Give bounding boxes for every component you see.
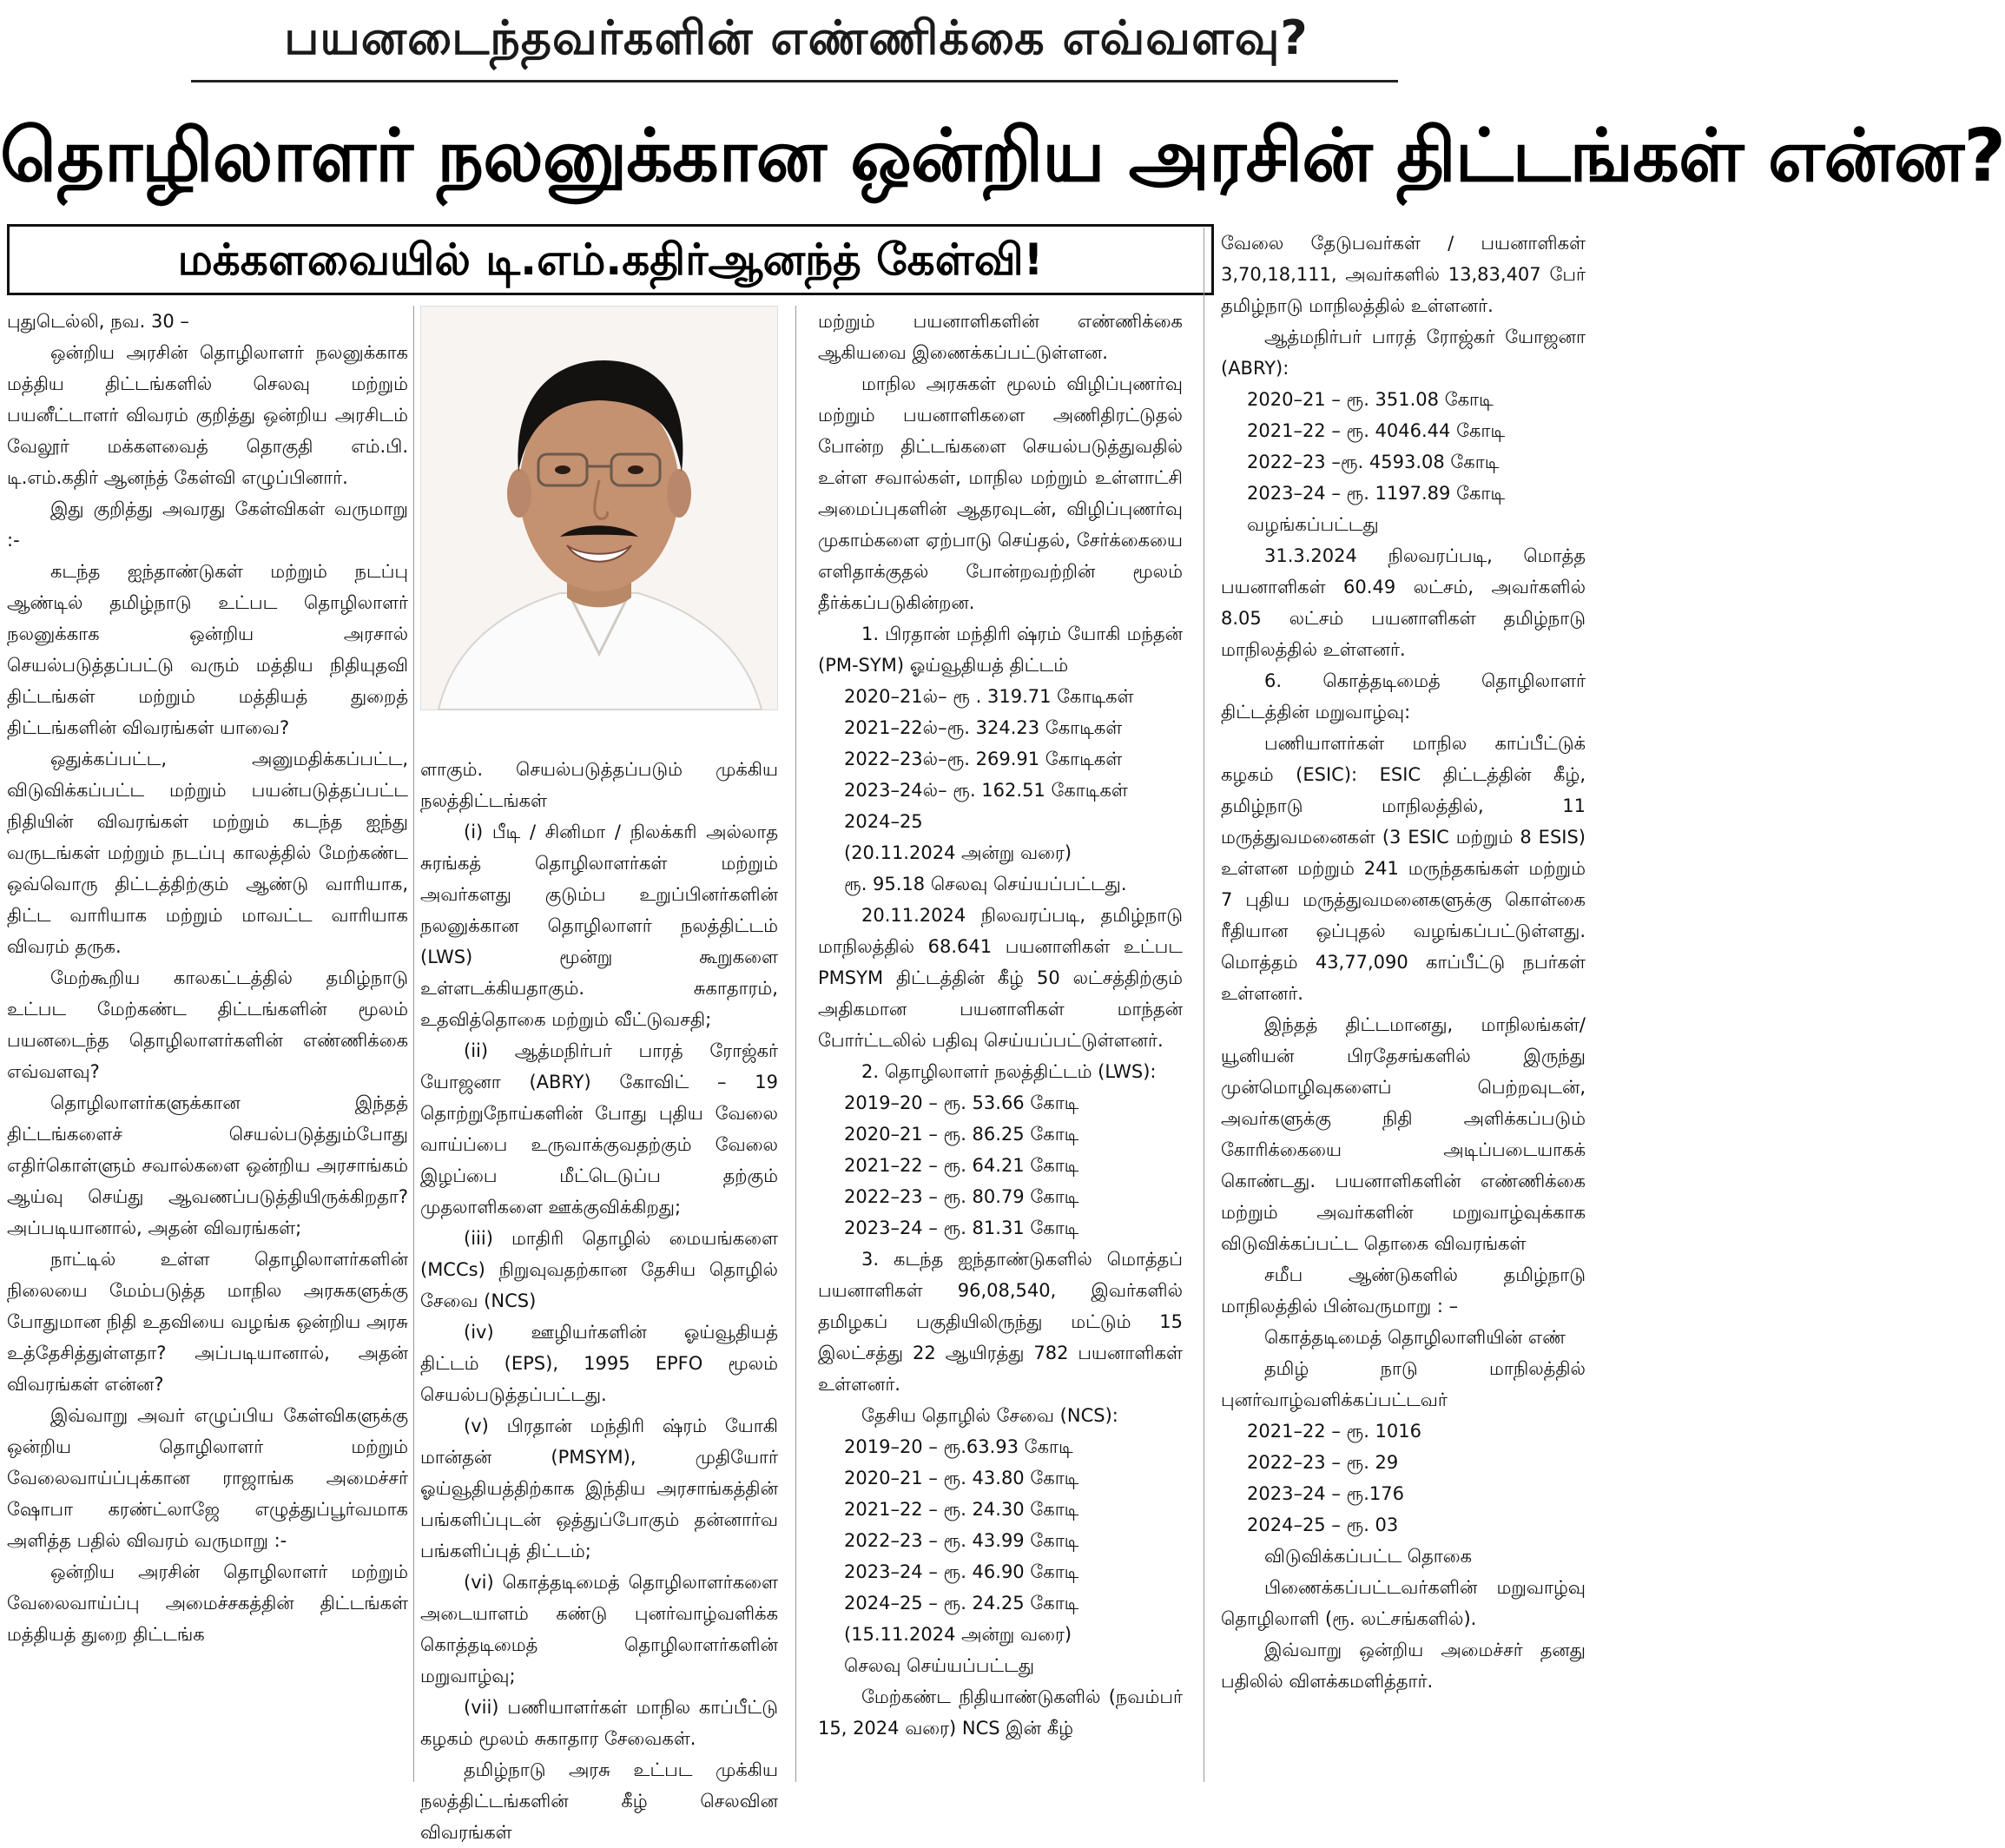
article-column-2 (420, 754, 778, 1848)
article-paragraph: 2021–22 – ரூ. 24.30 கோடி (844, 1499, 1079, 1520)
article-paragraph: 2024–25 – ரூ. 03 (1247, 1515, 1399, 1535)
article-paragraph: இவ்வாறு ஒன்றிய அமைச்சர் தனது பதிலில் விளக்கமளித்தார். (1221, 1640, 1586, 1692)
article-paragraph: கடந்த ஐந்தாண்டுகள் மற்றும் நடப்பு ஆண்டில் தமிழ்நாடு உட்பட தொழிலாளர் நலனுக்காக ஒன்றிய அரசால் செயல்படுத்தப்பட்டு வரும் மத்திய நிதியுதவி திட்டங்கள் மற்றும் மத்தியத் துறைத் திட்டங்களின் விவரங்கள் யாவை? (7, 561, 408, 738)
article-column-4 (1221, 228, 1586, 1697)
portrait-illustration (421, 307, 777, 710)
article-paragraph: மேற்கண்ட நிதியாண்டுகளில் (நவம்பர் 15, 2024 வரை) NCS இன் கீழ் (818, 1686, 1183, 1739)
headline-divider (191, 80, 1398, 82)
article-paragraph: புதுடெல்லி, நவ. 30 – (7, 311, 189, 332)
article-paragraph: 1. பிரதான் மந்திரி ஷ்ரம் யோகி மந்தன் (PM-SYM) ஓய்வூதியத் திட்டம் (818, 624, 1183, 676)
article-paragraph: இவ்வாறு அவர் எழுப்பிய கேள்விகளுக்கு ஒன்றிய தொழிலாளர் மற்றும் வேலைவாய்ப்புக்கான ராஜாங்க அமைச்சர் ஷோபா கரண்ட்லாஜே எழுத்துப்பூர்வமாக அளித்த பதில் விவரம் வருமாறு :- (7, 1405, 408, 1551)
article-paragraph: (iii) மாதிரி தொழில் மையங்களை (MCCs) நிறுவுவதற்கான தேசிய தொழில் சேவை (NCS) (420, 1228, 778, 1311)
article-paragraph: (15.11.2024 அன்று வரை) (844, 1624, 1072, 1645)
article-paragraph: 2021–22ல்–ரூ. 324.23 கோடிகள் (844, 717, 1123, 738)
article-paragraph: செலவு செய்யப்பட்டது (844, 1655, 1035, 1676)
article-paragraph: தேசிய தொழில் சேவை (NCS): (861, 1405, 1118, 1426)
article-paragraph: வழங்கப்பட்டது (1247, 514, 1379, 535)
article-paragraph: சமீப ஆண்டுகளில் தமிழ்நாடு மாநிலத்தில் பின்வருமாறு : – (1221, 1264, 1586, 1317)
article-paragraph: 2020–21 – ரூ. 351.08 கோடி (1247, 389, 1494, 410)
article-paragraph: (v) பிரதான் மந்திரி ஷ்ரம் யோகி மான்தன் (PMSYM), முதியோர் ஓய்வூதியத்திற்காக இந்திய அரசாங்கத்தின் பங்களிப்புடன் ஒத்துப்போகும் தன்னார்வ பங்களிப்புத் திட்டம்; (420, 1416, 778, 1561)
article-paragraph: 3. கடந்த ஐந்தாண்டுகளில் மொத்தப் பயனாளிகள் 96,08,540, இவர்களில் தமிழகப் பகுதியிலிருந்து மட்டும் 15 இலட்சத்து 22 ஆயிரத்து 782 பயனாளிகள் உள்ளனர். (818, 1249, 1183, 1395)
article-paragraph: பணியாளர்கள் மாநில காப்பீட்டுக் கழகம் (ESIC): ESIC திட்டத்தின் கீழ், தமிழ்நாடு மாநிலத்தில், 11 மருத்துவமனைகள் (3 ESIC மற்றும் 8 ESIS) உள்ளன மற்றும் 241 மருந்தகங்கள் மற்றும் 7 புதிய மருத்துவமனைகளுக்கு கொள்கை ரீதியான ஒப்புதல் வழங்கப்பட்டுள்ளது. மொத்தம் 43,77,090 காப்பீட்டு நபர்கள் உள்ளனர். (1221, 733, 1586, 1004)
article-paragraph: (iv) ஊழியர்களின் ஓய்வூதியத் திட்டம் (EPS), 1995 EPFO மூலம் செயல்படுத்தப்பட்டது. (420, 1322, 778, 1405)
article-paragraph: மாநில அரசுகள் மூலம் விழிப்புணர்வு மற்றும் பயனாளிகளை அணிதிரட்டுதல் போன்ற திட்டங்களை செயல்படுத்துவதில் உள்ள சவால்கள், மாநில மற்றும் உள்ளாட்சி அமைப்புகளின் ஆதரவுடன், விழிப்புணர்வு முகாம்களை ஏற்பாடு செய்தல், சேர்க்கையை எளிதாக்குதல் போன்றவற்றின் மூலம் தீர்க்கப்படுகின்றன. (818, 373, 1183, 613)
kicker-headline: பயனடைந்தவர்களின் எண்ணிக்கை எவ்வளவு? (284, 10, 1309, 65)
article-paragraph: ஒன்றிய அரசின் தொழிலாளர் நலனுக்காக மத்திய திட்டங்களில் செலவு மற்றும் பயனீட்டாளர் விவரம் குறித்து ஒன்றிய அரசிடம் வேலூர் மக்களவைத் தொகுதி எம்.பி. டி.எம்.கதிர் ஆனந்த் கேள்வி எழுப்பினார். (7, 342, 408, 488)
article-paragraph: 2022–23 –ரூ. 4593.08 கோடி (1247, 452, 1500, 472)
article-paragraph: 2023–24ல்– ரூ. 162.51 கோடிகள் (844, 780, 1128, 801)
article-paragraph: 2. தொழிலாளர் நலத்திட்டம் (LWS): (861, 1061, 1157, 1082)
article-paragraph: (ii) ஆத்மநிர்பர் பாரத் ரோஜ்கர் யோஜனா (ABRY) கோவிட் – 19 தொற்றுநோய்களின் போது புதிய வேலை வாய்ப்பை உருவாக்குவதற்கும் வேலை இழப்பை மீட்டெடுப்ப தற்கும் முதலாளிகளை ஊக்குவிக்கிறது; (420, 1040, 778, 1218)
article-paragraph: நாட்டில் உள்ள தொழிலாளர்களின் நிலையை மேம்படுத்த மாநில அரசுகளுக்கு போதுமான நிதி உதவியை வழங்க ஒன்றிய அரசு உத்தேசித்துள்ளதா? அப்படியானால், அதன் விவரங்கள் என்ன? (7, 1249, 408, 1395)
article-paragraph: 2022–23 – ரூ. 80.79 கோடி (844, 1186, 1079, 1207)
article-paragraph: இந்தத் திட்டமானது, மாநிலங்கள்/ யூனியன் பிரதேசங்களில் இருந்து முன்மொழிவுகளைப் பெற்றவுடன், அவர்களுக்கு நிதி அளிக்கப்படும் கோரிக்கையை அடிப்படையாகக் கொண்டது. பயனாளிகளின் எண்ணிக்கை மற்றும் அவர்களின் மறுவாழ்வுக்காக விடுவிக்கப்பட்ட தொகை விவரங்கள் (1221, 1014, 1586, 1254)
article-paragraph: தொழிலாளர்களுக்கான இந்தத் திட்டங்களைச் செயல்படுத்தும்போது எதிர்கொள்ளும் சவால்களை ஒன்றிய அரசாங்கம் ஆய்வு செய்து ஆவணப்படுத்தியிருக்கிறதா? அப்படியானால், அதன் விவரங்கள்; (7, 1092, 408, 1238)
article-paragraph: 2022–23ல்–ரூ. 269.91 கோடிகள் (844, 749, 1123, 769)
article-paragraph: வேலை தேடுபவர்கள் / பயனாளிகள் 3,70,18,111, அவர்களில் 13,83,407 பேர் தமிழ்நாடு மாநிலத்தில் உள்ளனர். (1221, 233, 1586, 316)
article-paragraph: (vii) பணியாளர்கள் மாநில காப்பீட்டு கழகம் மூலம் சுகாதார சேவைகள். (420, 1697, 778, 1749)
article-paragraph: தமிழ் நாடு மாநிலத்தில் புனர்வாழ்வளிக்கப்பட்டவர் (1221, 1358, 1586, 1410)
article-paragraph: 2022–23 – ரூ. 43.99 கோடி (844, 1530, 1079, 1551)
subheadline: மக்களவையில் டி.எம்.கதிர்ஆனந்த் கேள்வி! (177, 234, 1044, 285)
article-paragraph: (i) பீடி / சினிமா / நிலக்கரி அல்லாத சுரங்கத் தொழிலாளர்கள் மற்றும் அவர்களது குடும்ப உறுப்பினர்களின் நலனுக்கான தொழிலாளர் நலத்திட்டம் (LWS) மூன்று கூறுகளை உள்ளடக்கியதாகும். சுகாதாரம், உதவித்தொகை மற்றும் வீட்டுவசதி; (420, 822, 778, 1030)
article-paragraph: இது குறித்து அவரது கேள்விகள் வருமாறு :- (7, 498, 408, 551)
column-divider (795, 306, 796, 1782)
article-paragraph: 2020–21 – ரூ. 43.80 கோடி (844, 1468, 1079, 1488)
article-column-1 (7, 306, 408, 1650)
article-paragraph: மேற்கூறிய காலகட்டத்தில் தமிழ்நாடு உட்பட மேற்கண்ட திட்டங்களின் மூலம் பயனடைந்த தொழிலாளர்களின் எண்ணிக்கை எவ்வளவு? (7, 967, 408, 1082)
article-paragraph: 2021–22 – ரூ. 4046.44 கோடி (1247, 420, 1506, 441)
article-paragraph: பிணைக்கப்பட்டவர்களின் மறுவாழ்வு தொழிலாளி (ரூ. லட்சங்களில்). (1221, 1577, 1586, 1629)
article-paragraph: மற்றும் பயனாளிகளின் எண்ணிக்கை ஆகியவை இணைக்கப்பட்டுள்ளன. (818, 311, 1183, 363)
article-paragraph: 2019–20 – ரூ. 53.66 கோடி (844, 1092, 1079, 1113)
article-paragraph: தமிழ்நாடு அரசு உட்பட முக்கிய நலத்திட்டங்களின் கீழ் செலவின விவரங்கள் (420, 1759, 778, 1843)
article-paragraph: விடுவிக்கப்பட்ட தொகை (1264, 1546, 1473, 1567)
subheadline-box (7, 224, 1214, 295)
column-divider (413, 306, 414, 1782)
article-paragraph: ரூ. 95.18 செலவு செய்யப்பட்டது. (844, 874, 1127, 894)
mp-portrait-photo (420, 306, 778, 710)
article-paragraph: 2021–22 – ரூ. 1016 (1247, 1421, 1421, 1442)
article-paragraph: 20.11.2024 நிலவரப்படி, தமிழ்நாடு மாநிலத்தில் 68.641 பயனாளிகள் உட்பட PMSYM திட்டத்தின் கீழ் 50 லட்சத்திற்கும் அதிகமான பயனாளிகள் மாந்தன் போர்ட்டலில் பதிவு செய்யப்பட்டுள்ளனர். (818, 905, 1183, 1051)
main-headline: தொழிலாளர் நலனுக்கான ஒன்றிய அரசின் திட்டங்கள் என்ன? (0, 113, 2005, 198)
article-paragraph: 2021–22 – ரூ. 64.21 கோடி (844, 1155, 1079, 1176)
article-paragraph: 2024–25 (844, 811, 923, 832)
article-paragraph: 2023–24 – ரூ. 1197.89 கோடி (1247, 483, 1506, 504)
article-paragraph: 6. கொத்தடிமைத் தொழிலாளர் திட்டத்தின் மறுவாழ்வு: (1221, 670, 1586, 723)
article-paragraph: கொத்தடிமைத் தொழிலாளியின் எண் (1264, 1327, 1566, 1348)
article-paragraph: 2023–24 – ரூ.176 (1247, 1483, 1404, 1504)
article-paragraph: ளாகும். செயல்படுத்தப்படும் முக்கிய நலத்திட்டங்கள் (420, 759, 778, 811)
article-paragraph: ஒதுக்கப்பட்ட, அனுமதிக்கப்பட்ட, விடுவிக்கப்பட்ட மற்றும் பயன்படுத்தப்பட்ட நிதியின் விவரங்கள் மற்றும் கடந்த ஐந்து வருடங்கள் மற்றும் நடப்பு காலத்தில் மேற்கண்ட ஒவ்வொரு திட்டத்திற்கும் ஆண்டு வாரியாக, திட்ட வாரியாக மற்றும் மாவட்ட வாரியாக விவரம் தருக. (7, 749, 408, 957)
article-paragraph: 2022–23 – ரூ. 29 (1247, 1452, 1399, 1473)
article-paragraph: 2024–25 – ரூ. 24.25 கோடி (844, 1593, 1079, 1614)
article-column-3 (818, 306, 1183, 1744)
article-paragraph: ஒன்றிய அரசின் தொழிலாளர் மற்றும் வேலைவாய்ப்பு அமைச்சகத்தின் திட்டங்கள் மத்தியத் துறை திட்டங்க (7, 1561, 408, 1645)
article-paragraph: 2023–24 – ரூ. 81.31 கோடி (844, 1218, 1079, 1238)
article-paragraph: (vi) கொத்தடிமைத் தொழிலாளர்களை அடையாளம் கண்டு புனர்வாழ்வளிக்க கொத்தடிமைத் தொழிலாளர்களின் மறுவாழ்வு; (420, 1572, 778, 1686)
article-paragraph: (20.11.2024 அன்று வரை) (844, 842, 1072, 863)
article-paragraph: ஆத்மநிர்பர் பாரத் ரோஜ்கர் யோஜனா (ABRY): (1221, 327, 1586, 379)
article-paragraph: 2023–24 – ரூ. 46.90 கோடி (844, 1561, 1079, 1582)
article-paragraph: 2020–21ல்– ரூ . 319.71 கோடிகள் (844, 686, 1134, 707)
article-paragraph: 2020–21 – ரூ. 86.25 கோடி (844, 1124, 1079, 1145)
article-paragraph: 2019–20 – ரூ.63.93 கோடி (844, 1436, 1073, 1457)
article-paragraph: 31.3.2024 நிலவரப்படி, மொத்த பயனாளிகள் 60.49 லட்சம், அவர்களில் 8.05 லட்சம் பயனாளிகள் தமிழ்நாடு மாநிலத்தில் உள்ளனர். (1221, 545, 1586, 660)
